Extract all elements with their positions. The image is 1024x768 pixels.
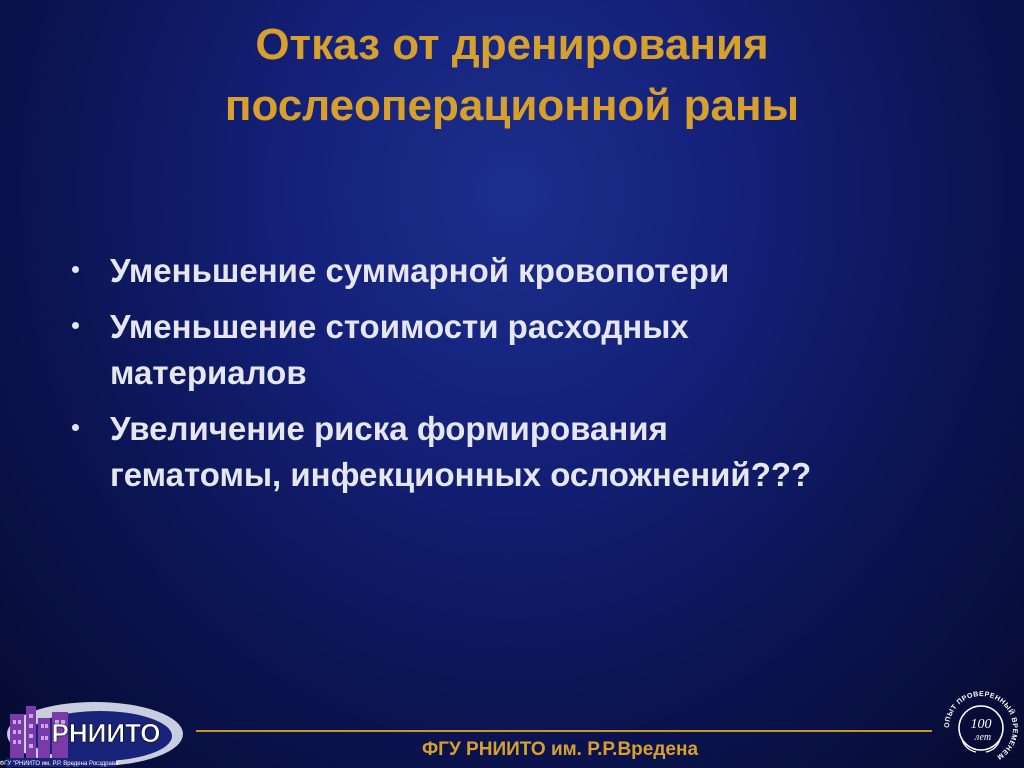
bullet-text: Уменьшение стоимости расходных <box>110 308 689 345</box>
logo-caption: ФГУ "РНИИТО им. Р.Р. Вредена Росздрава" <box>0 761 121 767</box>
bullet-item <box>68 248 968 294</box>
logo-text: РНИИТО <box>51 718 161 748</box>
bullet-item <box>68 304 968 396</box>
emblem-number: 100 <box>970 717 992 732</box>
title-line-1: Отказ от дренирования <box>255 20 769 69</box>
bullet-dot-icon <box>72 266 79 273</box>
bullet-text-continued: гематомы, инфекционных осложнений??? <box>110 456 812 493</box>
rniito-logo <box>0 690 190 768</box>
bullet-list <box>68 248 968 508</box>
emblem-ring-text: ОПЫТ ПРОВЕРЕННЫЙ ВРЕМЕНЕМ <box>943 690 1019 761</box>
bullet-dot-icon <box>72 322 79 329</box>
footer-text: ФГУ РНИИТО им. Р.Р.Вредена <box>421 739 699 760</box>
bullet-text-continued: материалов <box>110 354 307 391</box>
slide-title <box>0 14 1024 136</box>
emblem-sub: лет <box>974 732 992 743</box>
bullet-text: Увеличение риска формирования <box>110 410 668 447</box>
title-line-2: послеоперационной раны <box>224 81 800 130</box>
bullet-text: Уменьшение суммарной кровопотери <box>110 252 730 289</box>
footer-divider <box>196 730 932 732</box>
bullet-item <box>68 406 968 498</box>
bullet-dot-icon <box>72 424 79 431</box>
anniversary-emblem <box>938 688 1024 768</box>
